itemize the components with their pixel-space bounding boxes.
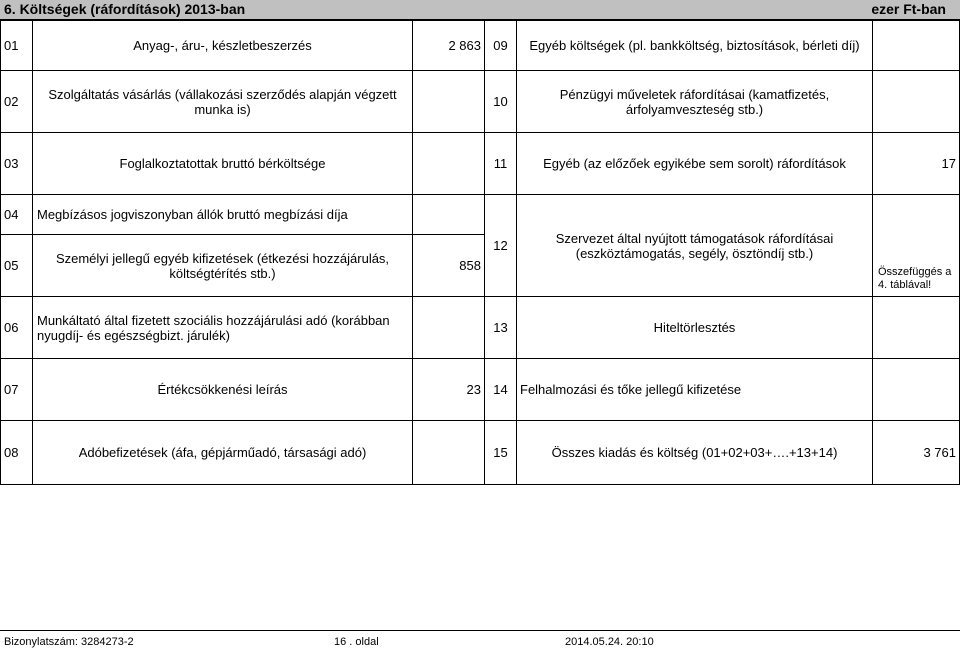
- cost-table: [0, 20, 960, 485]
- print-datetime: 2014.05.24. 20:10: [565, 636, 654, 648]
- row-value: [873, 71, 960, 133]
- table-row: [1, 71, 960, 133]
- row-label: Egyéb (az előzőek egyikébe sem sorolt) ráfordítások: [517, 133, 873, 195]
- row-label: Személyi jellegű egyéb kifizetések (étkezési hozzájárulás, költségtérítés stb.): [33, 235, 413, 297]
- row-code: 06: [1, 297, 33, 359]
- table-row: [1, 21, 960, 71]
- page-footer: [0, 630, 960, 650]
- row-value: [873, 359, 960, 421]
- table-row: [1, 359, 960, 421]
- registration-number: Bizonylatszám: 3284273-2: [4, 636, 134, 648]
- row-label: Felhalmozási és tőke jellegű kifizetése: [517, 359, 873, 421]
- row-code: 14: [485, 359, 517, 421]
- row-value: [413, 297, 485, 359]
- table-row: [1, 195, 960, 235]
- page-number: 16 . oldal: [334, 636, 379, 648]
- row-label: Anyag-, áru-, készletbeszerzés: [33, 21, 413, 71]
- row-code: 13: [485, 297, 517, 359]
- row-value: [413, 421, 485, 485]
- unit-label: ezer Ft-ban: [871, 1, 946, 17]
- row-code: 07: [1, 359, 33, 421]
- row-value: 23: [413, 359, 485, 421]
- row-label: Értékcsökkenési leírás: [33, 359, 413, 421]
- row-code: 10: [485, 71, 517, 133]
- row-code: 02: [1, 71, 33, 133]
- row-label: Összes kiadás és költség (01+02+03+….+13+14): [517, 421, 873, 485]
- row-label: Megbízásos jogviszonyban állók bruttó megbízási díja: [33, 195, 413, 235]
- row-value: 3 761: [873, 421, 960, 485]
- row-code: 04: [1, 195, 33, 235]
- row-code: 12: [485, 195, 517, 297]
- row-code: 15: [485, 421, 517, 485]
- page-title: 6. Költségek (ráfordítások) 2013-ban: [4, 1, 246, 17]
- row-value: 17: [873, 133, 960, 195]
- row-label: Egyéb költségek (pl. bankköltség, biztosítások, bérleti díj): [517, 21, 873, 71]
- cross-reference-note: Összefüggés a 4. táblával!: [878, 266, 952, 291]
- row-value: [873, 21, 960, 71]
- row-code: 11: [485, 133, 517, 195]
- row-code: 05: [1, 235, 33, 297]
- row-label: Szolgáltatás vásárlás (vállakozási szerződés alapján végzett munka is): [33, 71, 413, 133]
- row-value: [873, 297, 960, 359]
- row-value: 2 863: [413, 21, 485, 71]
- row-label: Hiteltörlesztés: [517, 297, 873, 359]
- row-code: 01: [1, 21, 33, 71]
- table-header: [0, 0, 960, 20]
- row-value: [413, 71, 485, 133]
- row-code: 03: [1, 133, 33, 195]
- row-value: [413, 133, 485, 195]
- row-code: 09: [485, 21, 517, 71]
- row-value-cell: [873, 195, 960, 297]
- row-label: Adóbefizetések (áfa, gépjárműadó, társasági adó): [33, 421, 413, 485]
- row-label: Foglalkoztatottak bruttó bérköltsége: [33, 133, 413, 195]
- table-row: [1, 297, 960, 359]
- row-label: Munkáltató által fizetett szociális hozzájárulási adó (korábban nyugdíj- és egészségbizt. járulék): [33, 297, 413, 359]
- row-code: 08: [1, 421, 33, 485]
- table-row: [1, 421, 960, 485]
- row-value: 858: [413, 235, 485, 297]
- table-row: [1, 133, 960, 195]
- row-label: Szervezet által nyújtott támogatások ráfordításai (eszköztámogatás, segély, ösztöndíj stb.): [517, 195, 873, 297]
- row-value: [413, 195, 485, 235]
- row-label: Pénzügyi műveletek ráfordításai (kamatfizetés, árfolyamveszteség stb.): [517, 71, 873, 133]
